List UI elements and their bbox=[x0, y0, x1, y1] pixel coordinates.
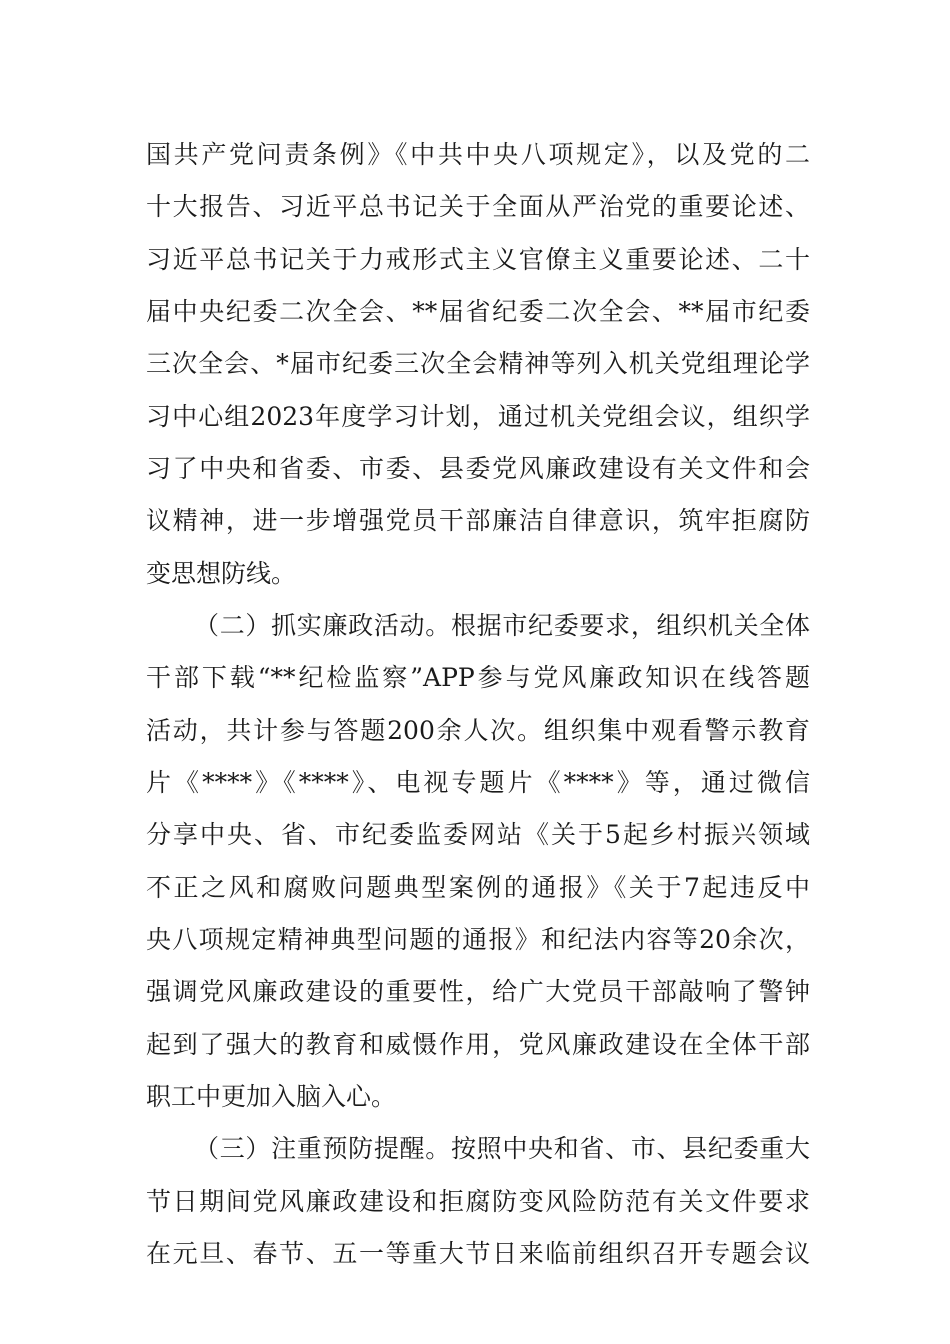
text-line: 起到了强大的教育和威慑作用，党风廉政建设在全体干部 bbox=[146, 1030, 810, 1059]
paragraph-end-line: 职工中更加入脑入心。 bbox=[146, 1082, 397, 1111]
text-line: 在元旦、春节、五一等重大节日来临前组织召开专题会议 bbox=[146, 1239, 810, 1268]
text-line: 届中央纪委二次全会、**届省纪委二次全会、**届市纪委 bbox=[146, 297, 810, 326]
text-line: 分享中央、省、市纪委监委网站《关于5起乡村振兴领域 bbox=[146, 820, 810, 849]
paragraph-end-line: 变思想防线。 bbox=[146, 559, 297, 588]
text-line: 不正之风和腐败问题典型案例的通报》《关于7起违反中 bbox=[146, 873, 810, 902]
text-line: 习中心组2023年度学习计划，通过机关党组会议，组织学 bbox=[146, 402, 810, 431]
text-line: 习近平总书记关于力戒形式主义官僚主义重要论述、二十 bbox=[146, 245, 810, 274]
paragraph-heading-line: （三）注重预防提醒。按照中央和省、市、县纪委重大 bbox=[194, 1134, 810, 1163]
text-line: 习了中央和省委、市委、县委党风廉政建设有关文件和会 bbox=[146, 454, 810, 483]
text-line: 国共产党问责条例》《中共中央八项规定》，以及党的二 bbox=[146, 140, 810, 169]
text-line: 节日期间党风廉政建设和拒腐防变风险防范有关文件要求 bbox=[146, 1187, 810, 1216]
text-line: 活动，共计参与答题200余人次。组织集中观看警示教育 bbox=[146, 716, 810, 745]
text-line: 十大报告、习近平总书记关于全面从严治党的重要论述、 bbox=[146, 192, 810, 221]
paragraph-heading-line: （二）抓实廉政活动。根据市纪委要求，组织机关全体 bbox=[194, 611, 810, 640]
text-line: 干部下载“**纪检监察”APP参与党风廉政知识在线答题 bbox=[146, 663, 810, 692]
text-line: 片《****》《****》、电视专题片《****》等，通过微信 bbox=[146, 768, 810, 797]
text-line: 央八项规定精神典型问题的通报》和纪法内容等20余次， bbox=[146, 925, 810, 954]
text-line: 强调党风廉政建设的重要性，给广大党员干部敲响了警钟 bbox=[146, 977, 810, 1006]
text-line: 议精神，进一步增强党员干部廉洁自律意识，筑牢拒腐防 bbox=[146, 506, 810, 535]
text-line: 三次全会、*届市纪委三次全会精神等列入机关党组理论学 bbox=[146, 349, 810, 378]
